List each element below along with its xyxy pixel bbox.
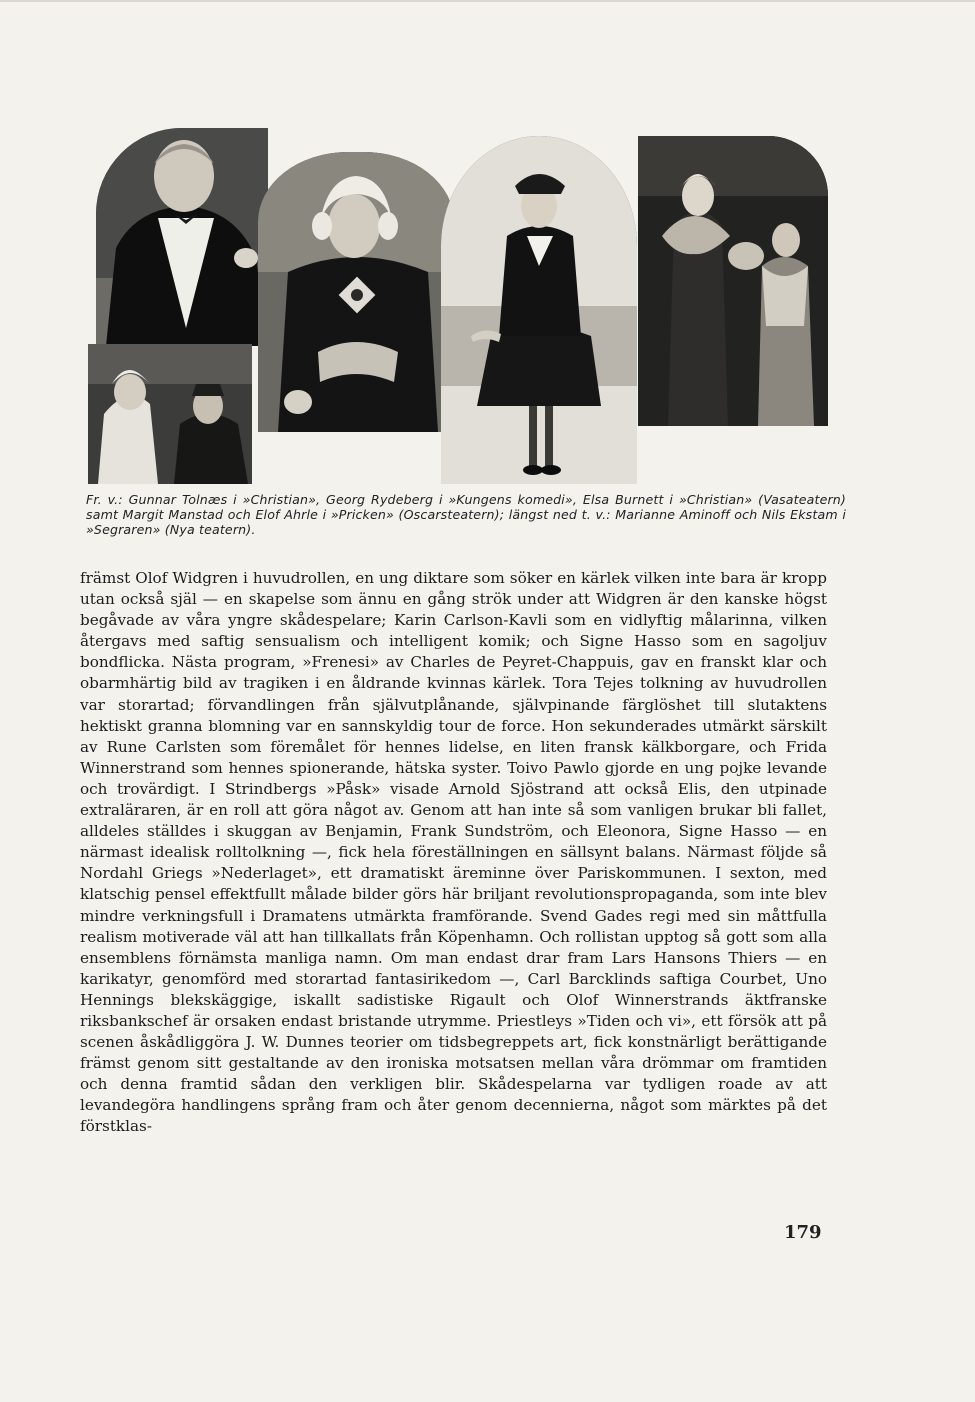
photo-gunnar-tolnaes — [96, 128, 268, 346]
figure-caption: Fr. v.: Gunnar Tolnæs i »Christian», Georg Rydeberg i »Kungens komedi», Elsa Burnett i »Christian» (Vasateatern) samt Margit Manstad och Elof Ahrle i »Pricken» (Oscarsteatern); längst ned t. v.: Marianne Aminoff och Nils Ekstam i »Segraren» (Nya teatern). — [86, 492, 846, 537]
article-body: främst Olof Widgren i huvudrollen, en ung diktare som söker en kärlek vilken inte bara är kropp utan också själ — en skapelse som ännu en gång strök under att Widgren är den kanske högst begåvade av våra yngre skådespelare; Karin Carlson-Kavli som en vidlyftig målarinna, vilken återgavs med saftig sensualism och intelligent komik; och Signe Hasso som en sagoljuv bondflicka. Nästa program, »Frenesi» av Charles de Peyret-Chappuis, gav en franskt klar och obarmhärtig bild av tragiken i en åldrande kvinnas kärlek. Tora Tejes tolkning av huvudrollen var storartad; förvandlingen från självutplånande, självpinande färglöshet till slutaktens hektiskt granna blomning var en sannskyldig tour de force. Hon sekunderades utmärkt särskilt av Rune Carlsten som föremålet för hennes lidelse, en liten fransk kälkborgare, och Frida Winnerstrand som hennes spionerande, hätska syster. Toivo Pawlo gjorde en ung pojke levande och trovärdigt. I Strindbergs »Påsk» visade Arnold Sjöstrand att också Elis, den utpinade extraläraren, är en roll att göra något av. Genom att han inte så som vanligen brukar bli fallet, alldeles ställdes i skuggan av Benjamin, Frank Sundström, och Eleonora, Signe Hasso — en närmast idealisk rolltolkning —, fick hela föreställningen en sällsynt balans. Närmast följde så Nordahl Griegs »Nederlaget», ett dramatiskt äreminne över Pariskommunen. I sexton, med klatschig pensel effektfullt målade bilder görs här briljant revolutionspropaganda, som inte blev mindre verkningsfull i Dramatens utmärkta framförande. Svend Gades regi med sin måttfulla realism motiverade väl att han tillkallats från Köpenhamn. Och rollistan upptog så gott som alla ensemblens förnämsta manliga namn. Om man endast drar fram Lars Hansons Thiers — en karikatyr, genomförd med storartad fantasirikedom —, Carl Barcklinds saftiga Courbet, Uno Hennings blekskäggige, iskallt sadistiske Rigault och Olof Winnerstrands äktfranske riksbankschef är orsaken endast bristande utrymme. Priestleys »Tiden och vi», ett försök att på scenen åskådliggöra J. W. Dunnes teorier om tidsbegreppets art, fick konstnärligt berättigande främst genom sitt gestaltande av den ironiska motsatsen mellan våra drömmar om framtiden och denna framtid sådan den verkligen blir. Skådespelarna var tydligen roade av att levandegöra handlingens språng fram och åter genom decennierna, något som märktes på det förstklas- — [80, 569, 827, 1136]
photo-elsa-burnett — [441, 136, 637, 484]
top-edge-rule — [0, 0, 975, 2]
page-number: 179 — [784, 1222, 822, 1243]
photo-marianne-aminoff-nils-ekstam — [88, 344, 252, 484]
photo-margit-manstad-elof-ahrle — [638, 136, 828, 426]
photo-georg-rydeberg — [258, 152, 454, 432]
